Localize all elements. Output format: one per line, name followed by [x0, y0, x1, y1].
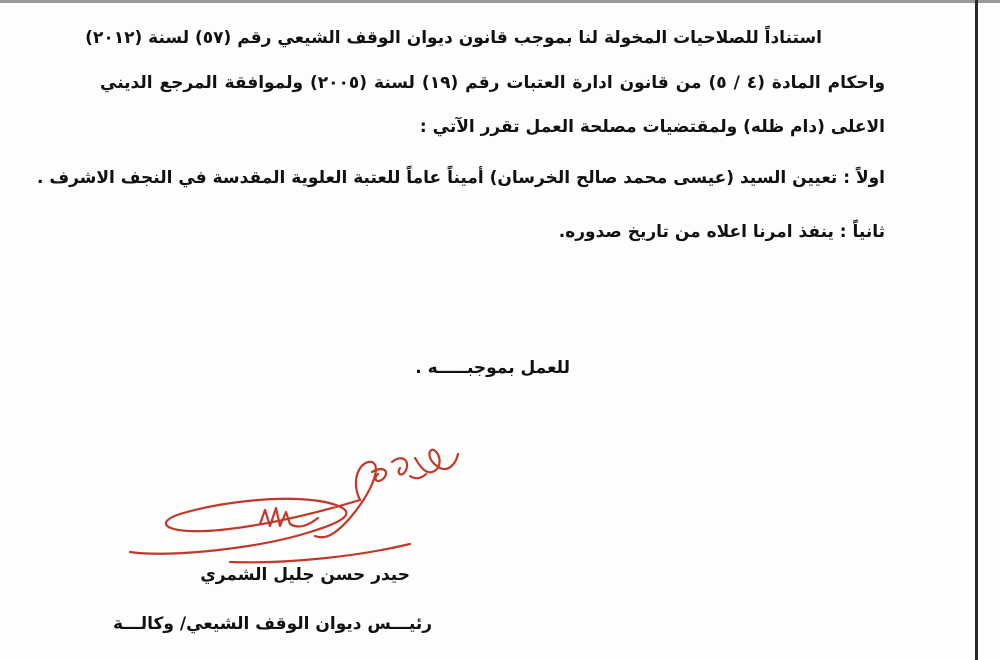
body-line-1: استناداً للصلاحيات المخولة لنا بموجب قانون ديوان الوقف الشيعي رقم (٥٧) لسنة (٢٠١٢): [85, 28, 822, 48]
body-line-3: الاعلى (دام ظله) ولمقتضيات مصلحة العمل تقرر الآتي :: [419, 117, 885, 137]
signatory-title: رئيـــس ديوان الوقف الشيعي/ وكالـــة: [112, 614, 432, 634]
page-top-border: [0, 0, 1000, 3]
decision-item-2: ثانياً : ينفذ امرنا اعلاه من تاريخ صدوره.: [558, 222, 885, 242]
signatory-name: حيدر حسن جليل الشمري: [200, 565, 410, 585]
decision-item-1: اولاً : تعيين السيد (عيسى محمد صالح الخرسان) أميناً عاماً للعتبة العلوية المقدسة في النجف الاشرف .: [36, 168, 885, 188]
page-right-border: [975, 0, 978, 660]
handwritten-signature: [110, 440, 470, 570]
body-line-2: واحكام المادة (٤ / ٥) من قانون ادارة العتبات رقم (١٩) لسنة (٢٠٠٥) ولموافقة المرجع الديني: [100, 73, 886, 93]
closing-line: للعمل بموجبـــــه .: [415, 358, 570, 378]
